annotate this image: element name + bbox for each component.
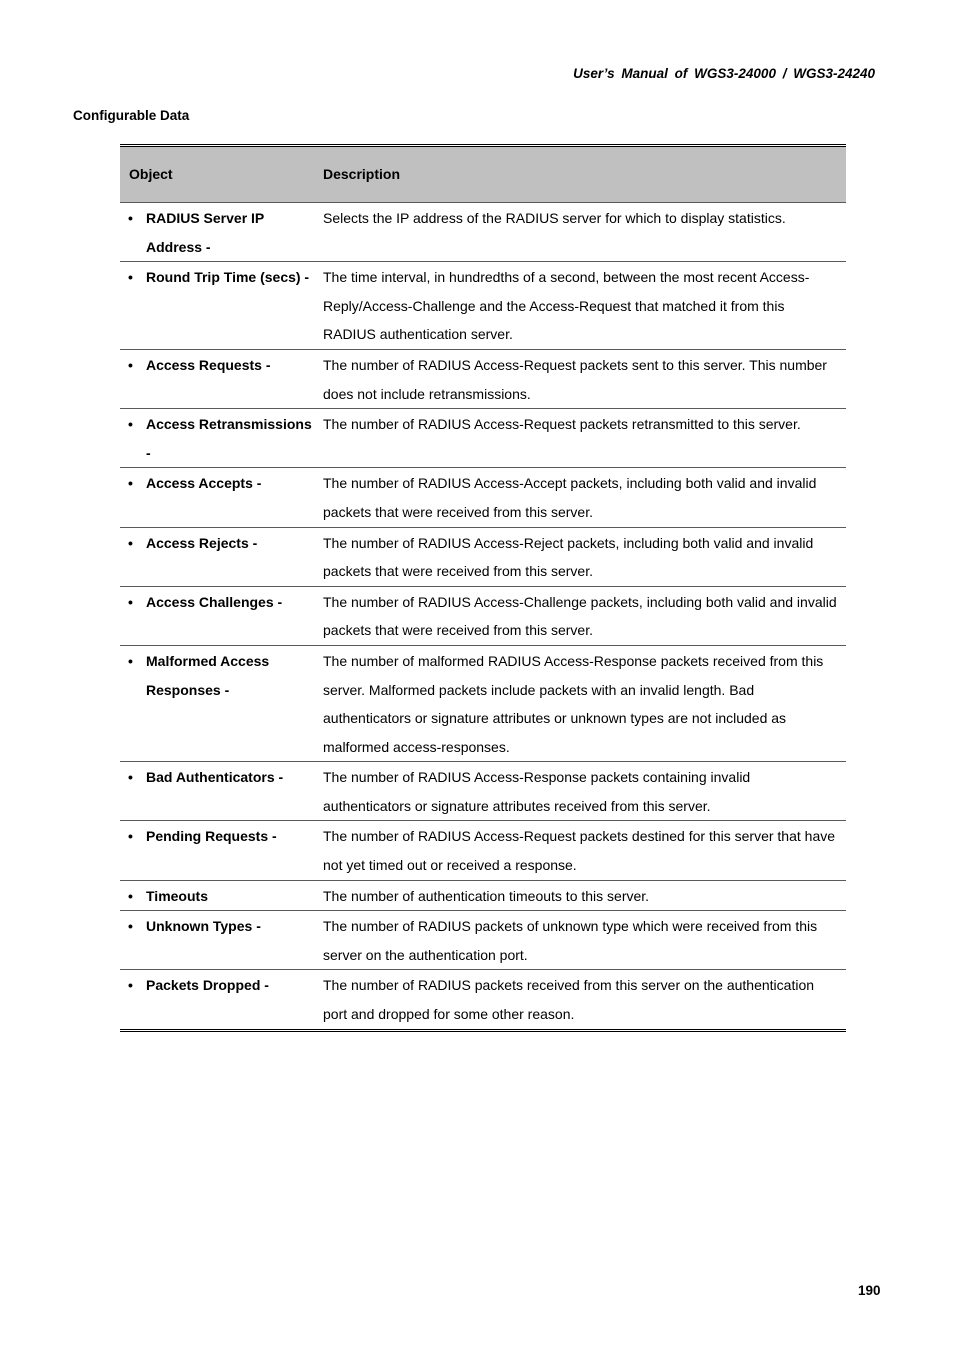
object-label: Unknown Types - xyxy=(146,918,261,935)
table-row xyxy=(120,762,846,821)
object-label: Round Trip Time (secs) - xyxy=(146,269,310,286)
object-cell xyxy=(120,409,314,468)
column-header-object: Object xyxy=(120,146,314,203)
bullet-icon: • xyxy=(128,593,133,610)
description-cell: The number of RADIUS Access-Request packets destined for this server that have not yet timed out or received a response. xyxy=(314,821,846,880)
object-cell xyxy=(120,911,314,970)
description-cell: The number of RADIUS packets received from this server on the authentication port and dropped for some other reason. xyxy=(314,970,846,1029)
bullet-icon: • xyxy=(128,977,133,994)
object-label: Access Retransmissions - xyxy=(146,416,312,461)
bullet-icon: • xyxy=(128,416,133,433)
page-number: 190 xyxy=(858,1283,881,1298)
object-cell xyxy=(120,349,314,408)
table-row xyxy=(120,821,846,880)
bullet-icon: • xyxy=(128,269,133,286)
description-cell: The number of RADIUS packets of unknown type which were received from this server on the authentication port. xyxy=(314,911,846,970)
bullet-icon: • xyxy=(128,769,133,786)
object-label: Access Requests - xyxy=(146,356,271,373)
object-cell xyxy=(120,586,314,645)
object-label: RADIUS Server IP Address - xyxy=(146,210,265,255)
bullet-icon: • xyxy=(128,887,133,904)
object-cell xyxy=(120,203,314,262)
table-row xyxy=(120,645,846,761)
table-row xyxy=(120,586,846,645)
table-body xyxy=(120,203,846,1029)
description-cell: The number of RADIUS Access-Request packets sent to this server. This number does not include retransmissions. xyxy=(314,349,846,408)
description-cell: Selects the IP address of the RADIUS server for which to display statistics. xyxy=(314,203,846,262)
object-label: Timeouts xyxy=(146,887,208,904)
description-cell: The number of RADIUS Access-Request packets retransmitted to this server. xyxy=(314,409,846,468)
table-row xyxy=(120,468,846,527)
table-bottom-rule xyxy=(120,1029,846,1032)
object-label: Pending Requests - xyxy=(146,828,277,845)
description-cell: The time interval, in hundredths of a second, between the most recent Access-Reply/Access-Challenge and the Access-Request that matched it from this RADIUS authentication server. xyxy=(314,262,846,350)
table-row xyxy=(120,527,846,586)
object-cell xyxy=(120,970,314,1029)
description-cell: The number of malformed RADIUS Access-Response packets received from this server. Malformed packets include packets with an invalid length. Bad authenticators or signature attributes or unknown types are not included as malformed access-responses. xyxy=(314,645,846,761)
object-label: Access Challenges - xyxy=(146,593,283,610)
object-cell xyxy=(120,262,314,350)
object-label: Malformed Access Responses - xyxy=(146,652,270,698)
object-cell xyxy=(120,468,314,527)
object-cell xyxy=(120,762,314,821)
description-cell: The number of RADIUS Access-Response packets containing invalid authenticators or signature attributes received from this server. xyxy=(314,762,846,821)
object-label: Bad Authenticators - xyxy=(146,769,284,786)
object-label: Packets Dropped - xyxy=(146,977,269,994)
configurable-data-table xyxy=(120,144,846,1029)
bullet-icon: • xyxy=(128,475,133,492)
bullet-icon: • xyxy=(128,210,133,226)
table-row xyxy=(120,409,846,468)
document-header: User’s Manual of WGS3-24000 / WGS3-24240 xyxy=(573,66,875,81)
object-label: Access Rejects - xyxy=(146,534,258,551)
column-header-description: Description xyxy=(314,146,846,203)
bullet-icon: • xyxy=(128,828,133,845)
table-header-row xyxy=(120,146,846,203)
table-row xyxy=(120,262,846,350)
object-cell xyxy=(120,880,314,911)
object-cell xyxy=(120,645,314,761)
description-cell: The number of RADIUS Access-Accept packets, including both valid and invalid packets that were received from this server. xyxy=(314,468,846,527)
description-cell: The number of RADIUS Access-Challenge packets, including both valid and invalid packets that were received from this server. xyxy=(314,586,846,645)
table-row xyxy=(120,203,846,262)
table-row xyxy=(120,880,846,911)
table-row xyxy=(120,349,846,408)
bullet-icon: • xyxy=(128,534,133,551)
configurable-data-table-wrapper xyxy=(120,144,846,1032)
description-cell: The number of RADIUS Access-Reject packets, including both valid and invalid packets that were received from this server. xyxy=(314,527,846,586)
table-row xyxy=(120,911,846,970)
object-label: Access Accepts - xyxy=(146,475,262,492)
section-title: Configurable Data xyxy=(73,108,190,123)
table-row xyxy=(120,970,846,1029)
object-cell xyxy=(120,821,314,880)
description-cell: The number of authentication timeouts to this server. xyxy=(314,880,846,911)
object-cell xyxy=(120,527,314,586)
bullet-icon: • xyxy=(128,652,133,669)
bullet-icon: • xyxy=(128,356,133,373)
bullet-icon: • xyxy=(128,918,133,935)
